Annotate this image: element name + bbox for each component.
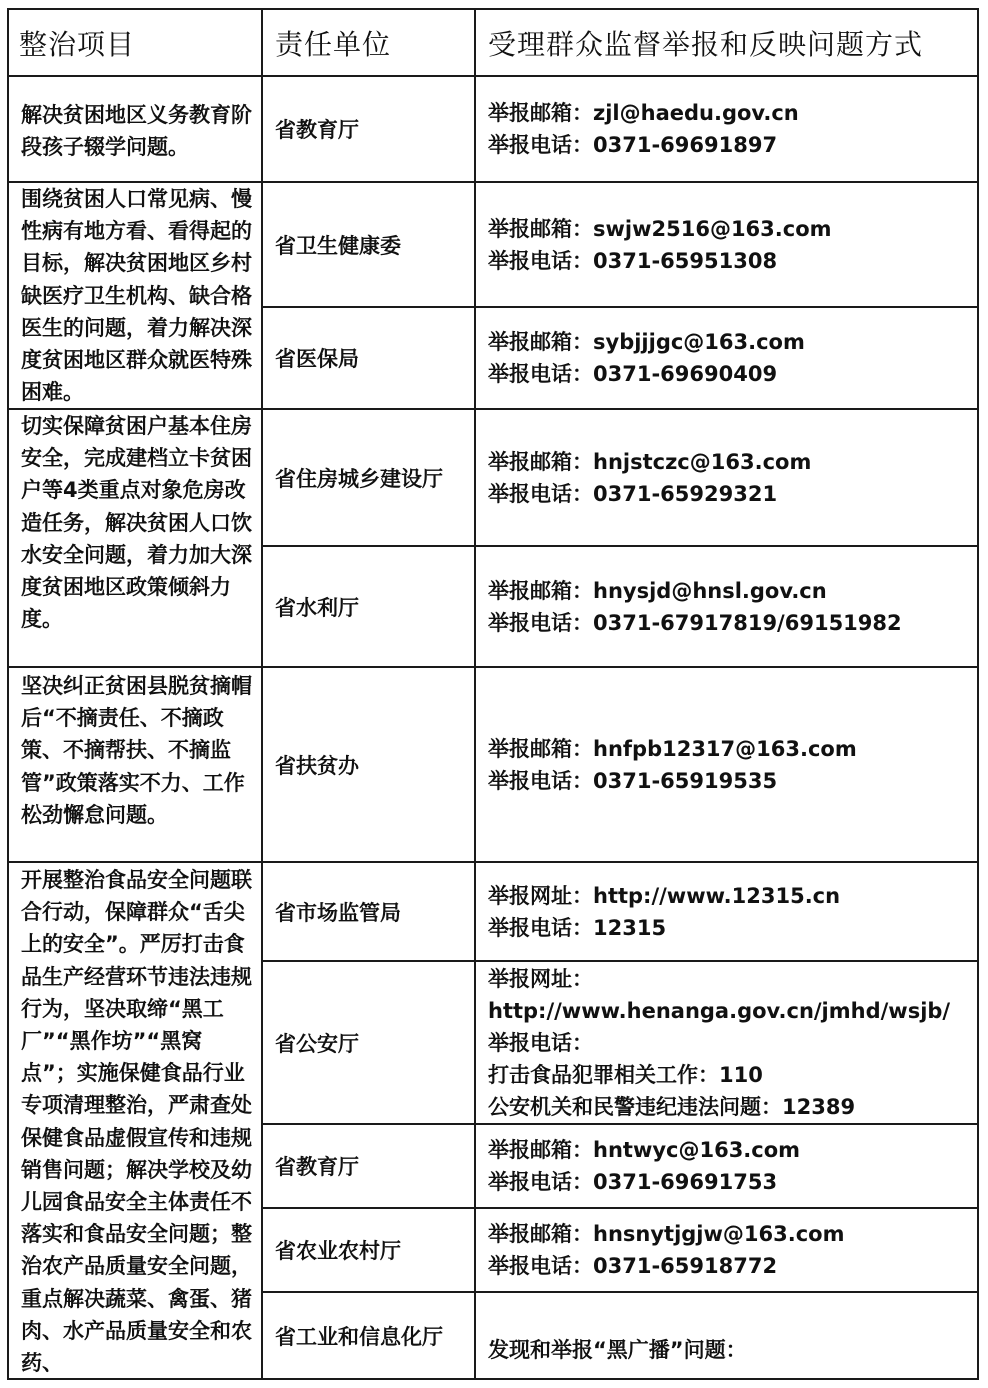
- contact-website-label: 举报网址：: [488, 966, 593, 991]
- contact-phone: 举报电话：0371-67917819/69151982: [488, 610, 902, 635]
- unit-cell: [263, 668, 474, 861]
- header-col-contact-text: 受理群众监督举报和反映问题方式: [488, 27, 924, 61]
- unit-name: 省教育厅: [275, 118, 359, 142]
- unit-cell: [263, 308, 474, 408]
- unit-cell: [263, 962, 474, 1123]
- header-col-unit: [263, 10, 474, 75]
- contact-email: 举报邮箱：sybjjjgc@163.com: [488, 330, 805, 354]
- contact-phone: 举报电话：12315: [488, 915, 667, 940]
- item-housing-water: [9, 410, 261, 666]
- contact-email: 举报邮箱：hntwyc@163.com: [488, 1138, 801, 1162]
- contact-phone-police-discipline: 公安机关和民警违纪违法问题：12389: [488, 1094, 856, 1119]
- contact-phone-label: 举报电话：: [488, 1030, 593, 1055]
- item-text: 围绕贫困人口常见病、慢性病有地方看、看得起的目标，解决贫困地区乡村缺医疗卫生机构、缺合格医生的问题，着力解决深度贫困地区群众就医特殊困难。: [21, 187, 252, 405]
- contact-phone-food-crime: 打击食品犯罪相关工作：110: [488, 1062, 763, 1087]
- contact-cell: [476, 410, 977, 545]
- unit-cell: [263, 1293, 474, 1378]
- contact-email: 举报邮箱：hnsnytjgjw@163.com: [488, 1222, 845, 1246]
- item-text: 开展整治食品安全问题联合行动，保障群众“舌尖上的安全”。严厉打击食品生产经营环节违法违规行为，坚决取缔“黑工厂”“黑作坊”“黑窝点”；实施保健食品行业专项清理整治，严肃查处保健食品虚假宣传和违规销售问题；解决学校及幼儿园食品安全主体责任不落实和食品安全问题；整治农产品质量安全问题，重点解决蔬菜、禽蛋、猪肉、水产品质量安全和农药、: [21, 868, 252, 1376]
- unit-cell: [263, 863, 474, 960]
- item-medical-care: [9, 183, 261, 408]
- unit-cell: [263, 410, 474, 545]
- unit-cell: [263, 77, 474, 181]
- contact-cell: [476, 1125, 977, 1207]
- unit-name: 省卫生健康委: [275, 233, 401, 258]
- contact-email: 举报邮箱：hnysjd@hnsl.gov.cn: [488, 578, 827, 603]
- header-col-item-text: 整治项目: [19, 27, 136, 61]
- unit-cell: [263, 183, 474, 306]
- contact-email: 举报邮箱：hnfpb12317@163.com: [488, 736, 857, 761]
- contact-cell: [476, 962, 977, 1123]
- contact-cell: [476, 183, 977, 306]
- header-col-item: [9, 10, 261, 75]
- unit-cell: [263, 547, 474, 666]
- contact-phone: 举报电话：0371-65951308: [488, 248, 778, 273]
- item-education-dropout: [9, 99, 261, 181]
- contact-email: 举报邮箱：swjw2516@163.com: [488, 216, 832, 241]
- contact-phone: 举报电话：0371-65929321: [488, 481, 778, 506]
- item-food-safety: [9, 864, 261, 1378]
- header-col-contact: [476, 10, 977, 75]
- contact-black-broadcast: 发现和举报“黑广播”问题：: [488, 1337, 747, 1362]
- unit-name: 省市场监管局: [275, 900, 401, 925]
- contact-phone: 举报电话：0371-69690409: [488, 362, 778, 386]
- table-border-bottom: [7, 1378, 979, 1380]
- header-col-unit-text: 责任单位: [275, 27, 392, 61]
- unit-name: 省水利厅: [275, 595, 359, 620]
- contact-website: 举报网址：http://www.12315.cn: [488, 883, 841, 908]
- table-border-right: [977, 8, 979, 1380]
- contact-phone: 举报电话：0371-69691897: [488, 133, 778, 157]
- contact-website-url: http://www.henanga.gov.cn/jmhd/wsjb/: [488, 998, 951, 1023]
- contact-email: 举报邮箱：hnjstczc@163.com: [488, 449, 812, 474]
- unit-name: 省扶贫办: [275, 753, 359, 778]
- contact-phone: 举报电话：0371-65919535: [488, 768, 778, 793]
- unit-name: 省工业和信息化厅: [275, 1324, 443, 1349]
- item-poverty-exit: [9, 670, 261, 861]
- contact-cell: [476, 668, 977, 861]
- unit-name: 省住房城乡建设厅: [275, 466, 443, 491]
- unit-cell: [263, 1209, 474, 1291]
- unit-name: 省医保局: [275, 347, 359, 371]
- contact-phone: 举报电话：0371-69691753: [488, 1170, 778, 1194]
- item-text: 坚决纠正贫困县脱贫摘帽后“不摘责任、不摘政策、不摘帮扶、不摘监管”政策落实不力、工作松劲懈怠问题。: [21, 674, 252, 827]
- item-text: 解决贫困地区义务教育阶段孩子辍学问题。: [21, 103, 252, 160]
- contact-email: 举报邮箱：zjl@haedu.gov.cn: [488, 101, 799, 125]
- responsibility-table: [7, 8, 979, 1380]
- item-text: 切实保障贫困户基本住房安全，完成建档立卡贫困户等4类重点对象危房改造任务，解决贫困人口饮水安全问题，着力加大深度贫困地区政策倾斜力度。: [21, 414, 252, 632]
- contact-cell: [476, 547, 977, 666]
- unit-cell: [263, 1125, 474, 1207]
- contact-cell: [476, 1293, 977, 1378]
- contact-cell: [476, 1209, 977, 1291]
- unit-name: 省教育厅: [275, 1155, 359, 1179]
- unit-name: 省公安厅: [275, 1031, 359, 1056]
- contact-cell: [476, 77, 977, 181]
- contact-phone: 举报电话：0371-65918772: [488, 1254, 778, 1278]
- unit-name: 省农业农村厅: [275, 1239, 401, 1263]
- contact-cell: [476, 308, 977, 408]
- contact-cell: [476, 863, 977, 960]
